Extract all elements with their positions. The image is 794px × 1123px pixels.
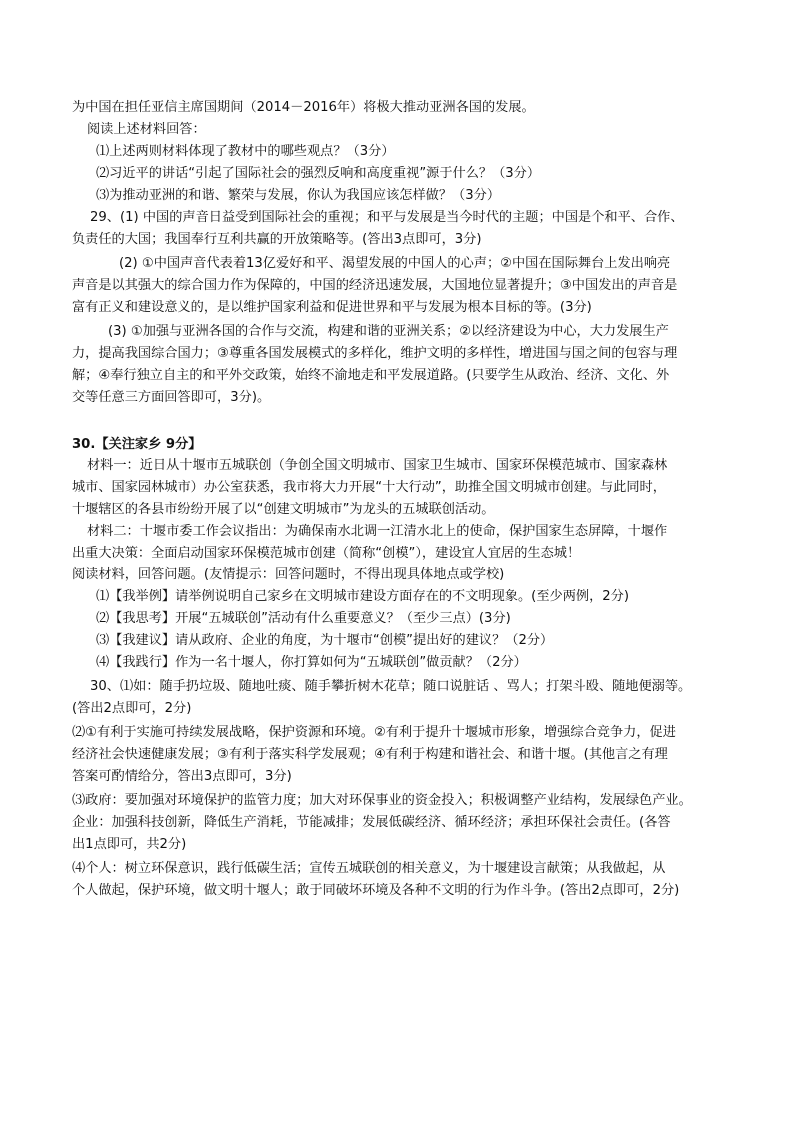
text-line: 为中国在担任亚信主席国期间（2014－2016年）将极大推动亚洲各国的发展。 bbox=[72, 100, 535, 115]
answer-line: ⑷个人：树立环保意识，践行低碳生活；宣传五城联创的相关意义，为十堰建设言献策；从我做起，从 bbox=[72, 861, 666, 876]
answer-line: (3) ①加强与亚洲各国的合作与交流，构建和谐的亚洲关系；②以经济建设为中心，大力发展生产 bbox=[108, 324, 669, 339]
answer-line: ⑶政府：要加强对环境保护的监管力度；加大对环保事业的资金投入；积极调整产业结构，发展绿色产业。 bbox=[72, 793, 692, 808]
answer-line: 29、(1) 中国的声音日益受到国际社会的重视；和平与发展是当今时代的主题；中国是个和平、合作、 bbox=[90, 210, 684, 225]
answer-line: 企业：加强科技创新，降低生产消耗，节能减排；发展低碳经济、循环经济；承担环保社会责任。(各答 bbox=[72, 815, 671, 830]
answer-line: 力，提高我国综合国力；③尊重各国发展模式的多样化，维护文明的多样性，增进国与国之间的包容与理 bbox=[72, 346, 678, 361]
question-line: ⑵【我思考】开展“五城联创”活动有什么重要意义？（至少三点）(3分) bbox=[96, 611, 511, 626]
answer-line: 负责任的大国；我国奉行互利共赢的开放策略等。(答出3点即可，3分) bbox=[72, 232, 482, 247]
question-line: ⑴上述两则材料体现了教材中的哪些观点？（3分） bbox=[96, 144, 395, 159]
instruction-line: 阅读材料，回答问题。(友情提示：回答问题时，不得出现具体地点或学校) bbox=[72, 567, 505, 582]
answer-line: 答案可酌情给分，答出3点即可，3分) bbox=[72, 769, 292, 784]
answer-line: 交等任意三方面回答即可，3分)。 bbox=[72, 390, 271, 405]
material-line: 材料一：近日从十堰市五城联创（争创全国文明城市、国家卫生城市、国家环保模范城市、国家森林 bbox=[87, 458, 668, 473]
answer-line: 30、⑴如：随手扔垃圾、随地吐痰、随手攀折树木花草；随口说脏话 、骂人；打架斗殴、随地便溺等。 bbox=[90, 679, 692, 694]
material-line: 城市、国家园林城市）办公室获悉，我市将大力开展“十大行动”，助推全国文明城市创建。与此同时， bbox=[72, 480, 666, 495]
answer-line: (2) ①中国声音代表着13亿爱好和平、渴望发展的中国人的心声；②中国在国际舞台上发出响亮 bbox=[119, 256, 671, 271]
answer-line: ⑵①有利于实施可持续发展战略，保护资源和环境。②有利于提升十堰城市形象，增强综合竞争力，促进 bbox=[72, 725, 676, 740]
question-line: ⑶为推动亚洲的和谐、繁荣与发展，你认为我国应该怎样做？（3分） bbox=[96, 188, 501, 203]
answer-line: 个人做起，保护环境，做文明十堰人；敢于同破坏环境及各种不文明的行为作斗争。(答出2点即可，2分) bbox=[72, 883, 680, 898]
answer-line: 出1点即可，共2分) bbox=[72, 837, 187, 852]
answer-line: 声音是以其强大的综合国力作为保障的，中国的经济迅速发展，大国地位显著提升；③中国发出的声音是 bbox=[72, 278, 678, 293]
answer-line: 富有正义和建设意义的，是以维护国家利益和促进世界和平与发展为根本目标的等。(3分) bbox=[72, 300, 592, 315]
question-line: ⑴【我举例】请举例说明自己家乡在文明城市建设方面存在的不文明现象。(至少两例，2分) bbox=[96, 589, 629, 604]
answer-line: 经济社会快速健康发展；③有利于落实科学发展观；④有利于构建和谐社会、和谐十堰。(其他言之有理 bbox=[72, 747, 668, 762]
text-line: 阅读上述材料回答： bbox=[87, 122, 206, 137]
question-line: ⑵习近平的讲话“引起了国际社会的强烈反响和高度重视”源于什么？（3分） bbox=[96, 166, 541, 181]
material-line: 材料二：十堰市委工作会议指出：为确保南水北调一江清水北上的使命，保护国家生态屏障，十堰作 bbox=[87, 524, 668, 539]
material-line: 出重大决策：全面启动国家环保模范城市创建（简称“创模”），建设宜人宜居的生态城！ bbox=[72, 546, 581, 561]
question-line: ⑷【我践行】作为一名十堰人，你打算如何为“五城联创”做贡献？（2分） bbox=[96, 655, 527, 670]
answer-line: (答出2点即可，2分) bbox=[72, 701, 192, 716]
answer-line: 解；④奉行独立自主的和平外交政策，始终不渝地走和平发展道路。(只要学生从政治、经济、文化、外 bbox=[72, 368, 670, 383]
question-line: ⑶【我建议】请从政府、企业的角度，为十堰市“创模”提出好的建议？（2分） bbox=[96, 633, 554, 648]
section-heading: 30.【关注家乡 9分】 bbox=[72, 437, 202, 452]
material-line: 十堰辖区的各县市纷纷开展了以“创建文明城市”为龙头的五城联创活动。 bbox=[72, 502, 495, 517]
